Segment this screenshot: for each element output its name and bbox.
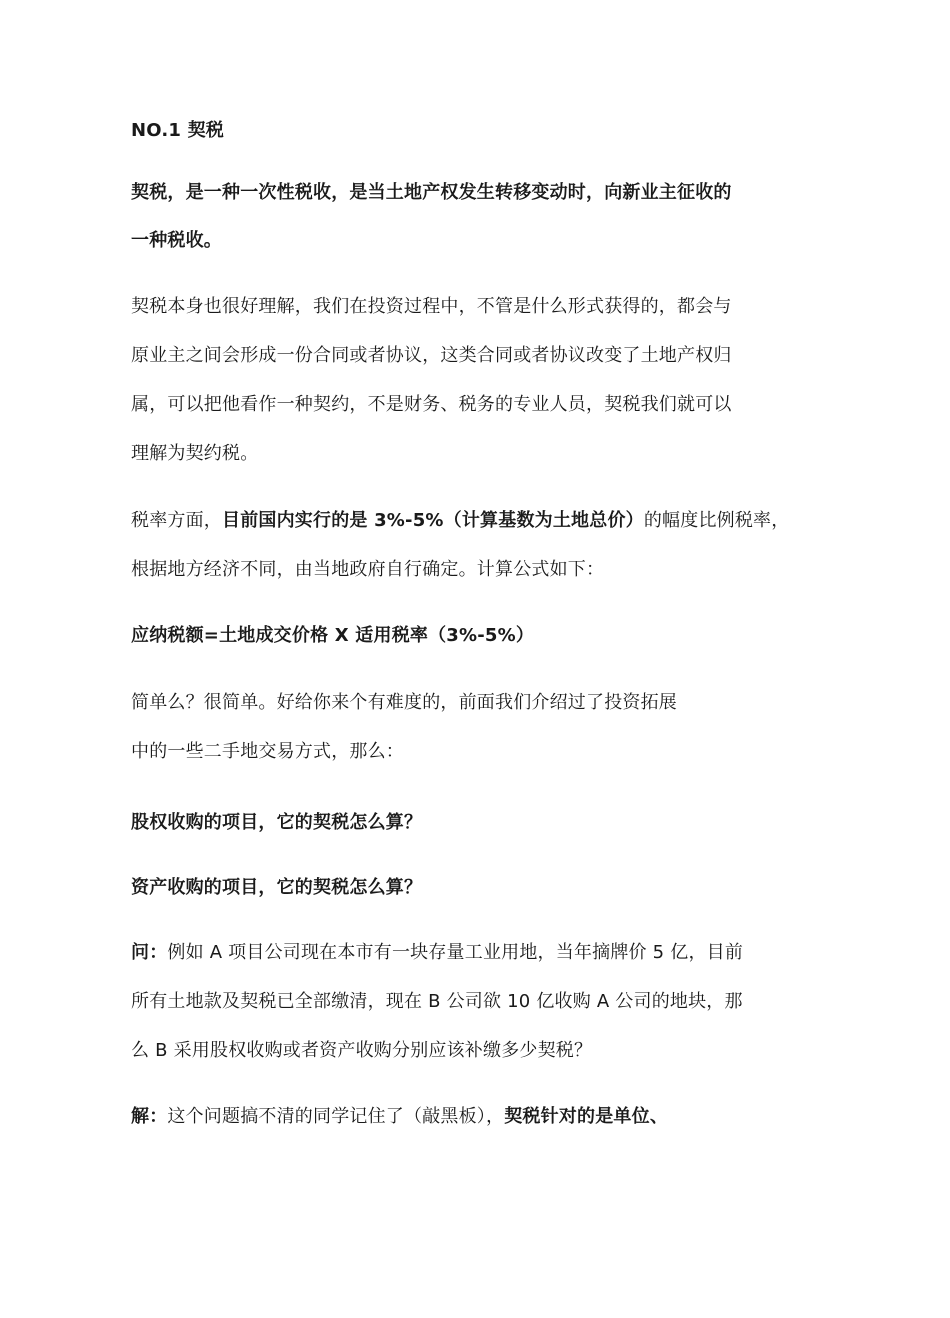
question-intro-line-2: 中的一些二手地交易方式，那么： bbox=[131, 741, 404, 762]
answer-bold: 契税针对的是单位、 bbox=[504, 1106, 669, 1127]
explanation-line-1: 契税本身也很好理解，我们在投资过程中，不管是什么形式获得的，都会与 bbox=[131, 296, 732, 317]
question-intro-line-1: 简单么？很简单。好给你来个有难度的，前面我们介绍过了投资拓展 bbox=[131, 692, 677, 713]
question-text-1: 例如 A 项目公司现在本市有一块存量工业用地，当年摘牌价 5 亿，目前 bbox=[167, 942, 744, 963]
rate-suffix: 的幅度比例税率， bbox=[643, 510, 790, 531]
equity-acquisition-question: 股权收购的项目，它的契税怎么算？ bbox=[131, 812, 423, 833]
definition-line-1: 契税，是一种一次性税收，是当土地产权发生转移变动时，向新业主征收的 bbox=[131, 182, 732, 203]
rate-bold: 目前国内实行的是 3%-5%（计算基数为土地总价） bbox=[222, 510, 644, 531]
asset-acquisition-question: 资产收购的项目，它的契税怎么算？ bbox=[131, 877, 423, 898]
question-line-1 bbox=[131, 940, 743, 966]
explanation-line-4: 理解为契约税。 bbox=[131, 443, 259, 464]
tax-formula: 应纳税额=土地成交价格 X 适用税率（3%-5%） bbox=[131, 625, 535, 646]
rate-line-1 bbox=[131, 508, 789, 534]
answer-line-1 bbox=[131, 1104, 668, 1130]
explanation-line-3: 属，可以把他看作一种契约，不是财务、税务的专业人员，契税我们就可以 bbox=[131, 394, 732, 415]
rate-line-2: 根据地方经济不同，由当地政府自行确定。计算公式如下： bbox=[131, 559, 605, 580]
question-label: 问： bbox=[131, 942, 168, 963]
rate-prefix: 税率方面， bbox=[131, 510, 222, 531]
answer-text: 这个问题搞不清的同学记住了（敲黑板）， bbox=[167, 1106, 505, 1127]
section-heading bbox=[131, 118, 224, 144]
answer-label: 解： bbox=[131, 1106, 168, 1127]
question-line-2: 所有土地款及契税已全部缴清，现在 B 公司欲 10 亿收购 A 公司的地块，那 bbox=[131, 991, 743, 1012]
definition-line-2: 一种税收。 bbox=[131, 230, 222, 251]
question-line-3: 么 B 采用股权收购或者资产收购分别应该补缴多少契税？ bbox=[131, 1040, 593, 1061]
explanation-line-2: 原业主之间会形成一份合同或者协议，这类合同或者协议改变了土地产权归 bbox=[131, 345, 732, 366]
section-heading-text: NO.1 契税 bbox=[131, 120, 224, 141]
